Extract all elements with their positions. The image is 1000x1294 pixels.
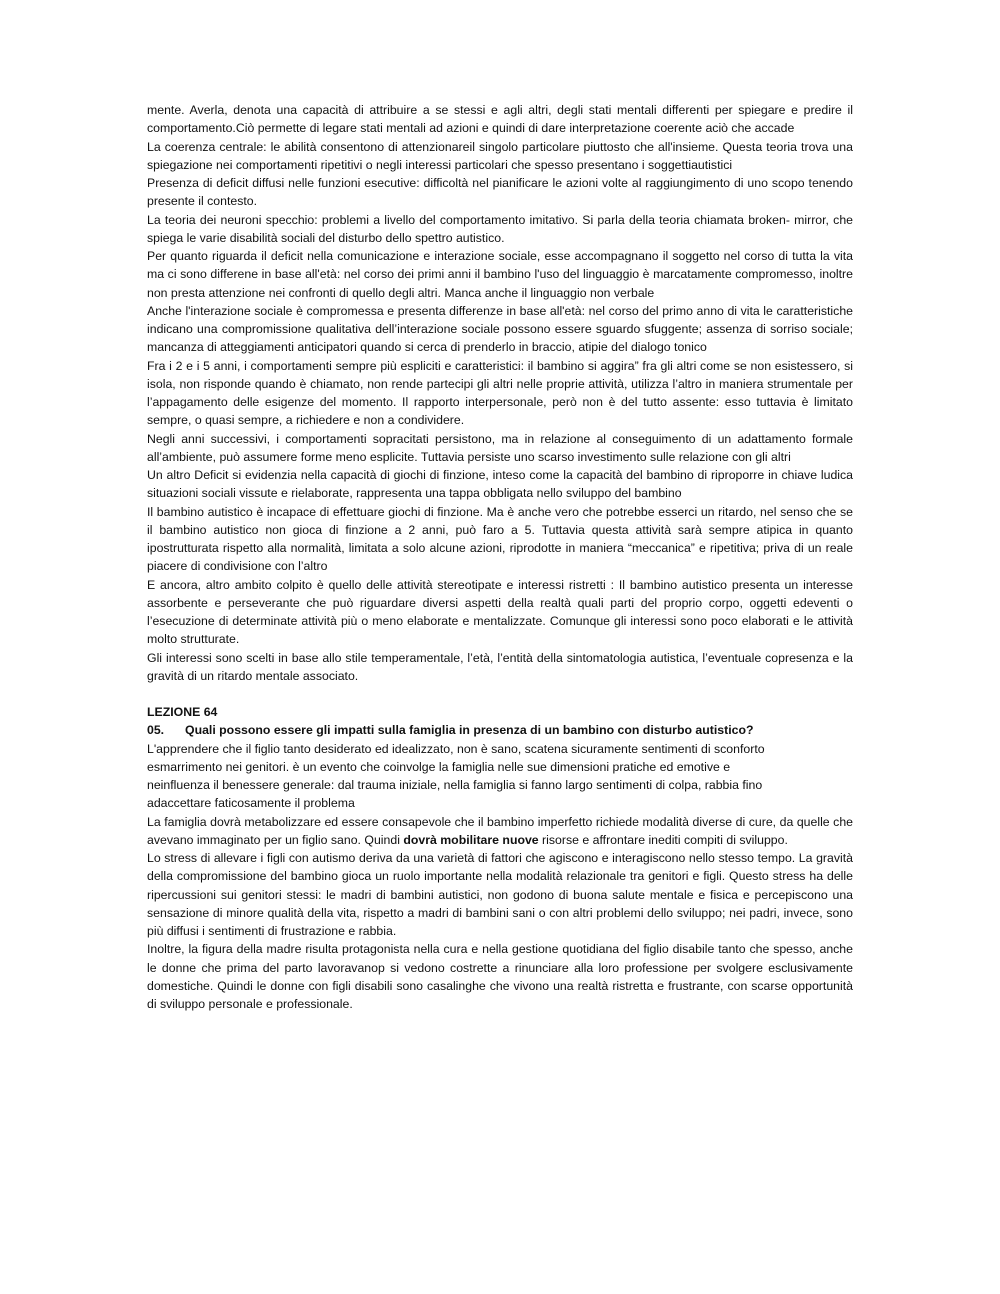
answer-line: adaccettare faticosamente il problema xyxy=(147,796,355,811)
paragraph-mirror-neurons: La teoria dei neuroni specchio: problemi a livello del comportamento imitativo. Si parla della teoria chiamata broken- mirror, che spiega le varie disabilità sociali del disturbo dello spettro autistico. xyxy=(147,212,853,245)
paragraph-executive-functions: Presenza di deficit diffusi nelle funzioni esecutive: difficoltà nel pianificare le azioni volte al raggiungimento di uno scopo tenendo presente il contesto. xyxy=(147,176,853,209)
lesson-section xyxy=(147,703,853,1013)
answer-text: La famiglia dovrà metabolizzare ed essere consapevole che il bambino imperfetto richiede modalità diverse di cure, da quelle che avevano immaginato per un figlio sano. Quindi xyxy=(147,814,853,847)
answer-paragraph-4: Inoltre, la figura della madre risulta protagonista nella cura e nella gestione quotidiana del figlio disabile tanto che spesso, anche le donne che prima del parto lavoravanop si vedono costrette a rinunciare alla loro professione per svolgere esclusivamente domestiche. Quindi le donne con figli disabili sono casalinghe che vivono una realtà ristretta e frustrante, con scarse opportunità di sviluppo personale e professionale. xyxy=(147,942,853,1011)
document-page xyxy=(147,101,853,1013)
question-heading xyxy=(147,721,853,739)
paragraph-theory-of-mind: mente. Averla, denota una capacità di attribuire a se stessi e agli altri, degli stati mentali differenti per spiegare e predire il comportamento.Ciò permette di legare stati mentali ad azioni e quindi di dare interpretazione coerente aciò che accade xyxy=(147,103,853,136)
answer-bold-text: dovrà mobilitare nuove xyxy=(403,832,539,847)
answer-paragraph-3: Lo stress di allevare i figli con autismo deriva da una varietà di fattori che agiscono e interagiscono nello stesso tempo. La gravità della compromissione del bambino gioca un ruolo importante nella modalità relazionale tra genitori e figli. Questo stress ha delle ripercussioni sui genitori stessi: le madri di bambini autistici, non godono di buona salute mentale e fisica e percepiscono una sensazione di minore qualità della vita, rispetto a madri di bambini sani o con altri problemi dello sviluppo; nei padri, invece, sono più diffusi i sentimenti di frustrazione e rabbia. xyxy=(147,851,853,938)
paragraph-social-interaction: Anche l'interazione sociale è compromessa e presenta differenze in base all'età: nel corso del primo anno di vita le caratteristiche indicano una compromissione qualitativa dell’interazione sociale possono essere sguardo sfuggente; assenza di sorriso sociale; mancanza di atteggiamenti anticipatori quando si cerca di prenderlo in braccio, atipie del dialogo tonico xyxy=(147,303,853,355)
paragraph-central-coherence: La coerenza centrale: le abilità consentono di attenzionareil singolo particolare piuttosto che all'insieme. Questa teoria trova una spiegazione nei comportamenti ripetitivi o negli interessi particolari che spesso presentano i soggettiautistici xyxy=(147,139,853,172)
answer-line: neinfluenza il benessere generale: dal trauma iniziale, nella famiglia si fanno largo sentimenti di colpa, rabbia fino xyxy=(147,778,763,792)
lesson-title: LEZIONE 64 xyxy=(147,705,218,719)
answer-paragraph-2 xyxy=(147,813,853,850)
paragraph-age-2-5: Fra i 2 e i 5 anni, i comportamenti sempre più espliciti e caratteristici: il bambino si aggira” fra gli altri come se non esistessero, si isola, non risponde quando è chiamato, non rende partecipi gli altri nelle proprie attività, utilizza l’altro in maniera strumentale per l’appagamento delle esigenze del momento. Il rapporto interpersonale, però non è del tutto assente: esso tuttavia è limitato sempre, o quasi sempre, a richiedere e non a condividere. xyxy=(147,358,853,428)
question-number: 05. xyxy=(147,723,165,738)
top-section xyxy=(147,101,853,685)
paragraph-restricted-interests: E ancora, altro ambito colpito è quello delle attività stereotipate e interessi ristretti : Il bambino autistico presenta un interesse assorbente e perseverante che può riguardare diversi aspetti della realtà quali parti del proprio corpo, oggetti edeventi o l’esecuzione di determinate attività più o meno elaborate e mentalizzate. Comunque gli interessi sono poco elaborati e le attività molto strutturate. xyxy=(147,577,853,647)
paragraph-later-years: Negli anni successivi, i comportamenti sopracitati persistono, ma in relazione al conseguimento di un adattamento formale all’ambiente, può assumere forme meno esplicite. Tuttavia persiste uno scarso investimento sulle relazione con gli altri xyxy=(147,431,853,464)
paragraph-pretend-play-delay: Il bambino autistico è incapace di effettuare giochi di finzione. Ma è anche vero che potrebbe esserci un ritardo, nel senso che se il bambino autistico non gioca di finzione a 2 anni, può faro a 5. Tuttavia questa attività sarà sempre atipica in quanto ipostrutturata rispetto alla normalità, limitata a solo alcune azioni, riprodotte in maniera “meccanica” e ripetitiva; priva di un reale piacere di condivisione con l’altro xyxy=(147,504,853,574)
paragraph-pretend-play: Un altro Deficit si evidenzia nella capacità di giochi di finzione, inteso come la capacità del bambino di riproporre in chiave ludica situazioni sociali vissute e rielaborate, rappresenta una tappa obbligata nello sviluppo del bambino xyxy=(147,468,853,501)
question-text: Quali possono essere gli impatti sulla famiglia in presenza di un bambino con disturbo autistico? xyxy=(185,723,754,738)
paragraph-interests-factors: Gli interessi sono scelti in base allo stile temperamentale, l’età, l’entità della sintomatologia autistica, l’eventuale copresenza e la gravità di un ritardo mentale associato. xyxy=(147,650,853,683)
answer-text: risorse e affrontare inediti compiti di sviluppo. xyxy=(538,832,788,847)
paragraph-communication-deficit: Per quanto riguarda il deficit nella comunicazione e interazione sociale, esse accompagnano il soggetto nel corso di tutta la vita ma ci sono differene in base all'età: nel corso dei primi anni il bambino l'uso del linguaggio è marcatamente compromesso, inoltre non presta attenzione nei confronti di quello degli altri. Manca anche il linguaggio non verbale xyxy=(147,249,853,300)
answer-line: esmarrimento nei genitori. è un evento che coinvolge la famiglia nelle sue dimensioni pratiche ed emotive e xyxy=(147,759,731,774)
answer-paragraph-1 xyxy=(147,740,853,813)
answer-line: L'apprendere che il figlio tanto desiderato ed idealizzato, non è sano, scatena sicuramente sentimenti di sconforto xyxy=(147,741,765,756)
